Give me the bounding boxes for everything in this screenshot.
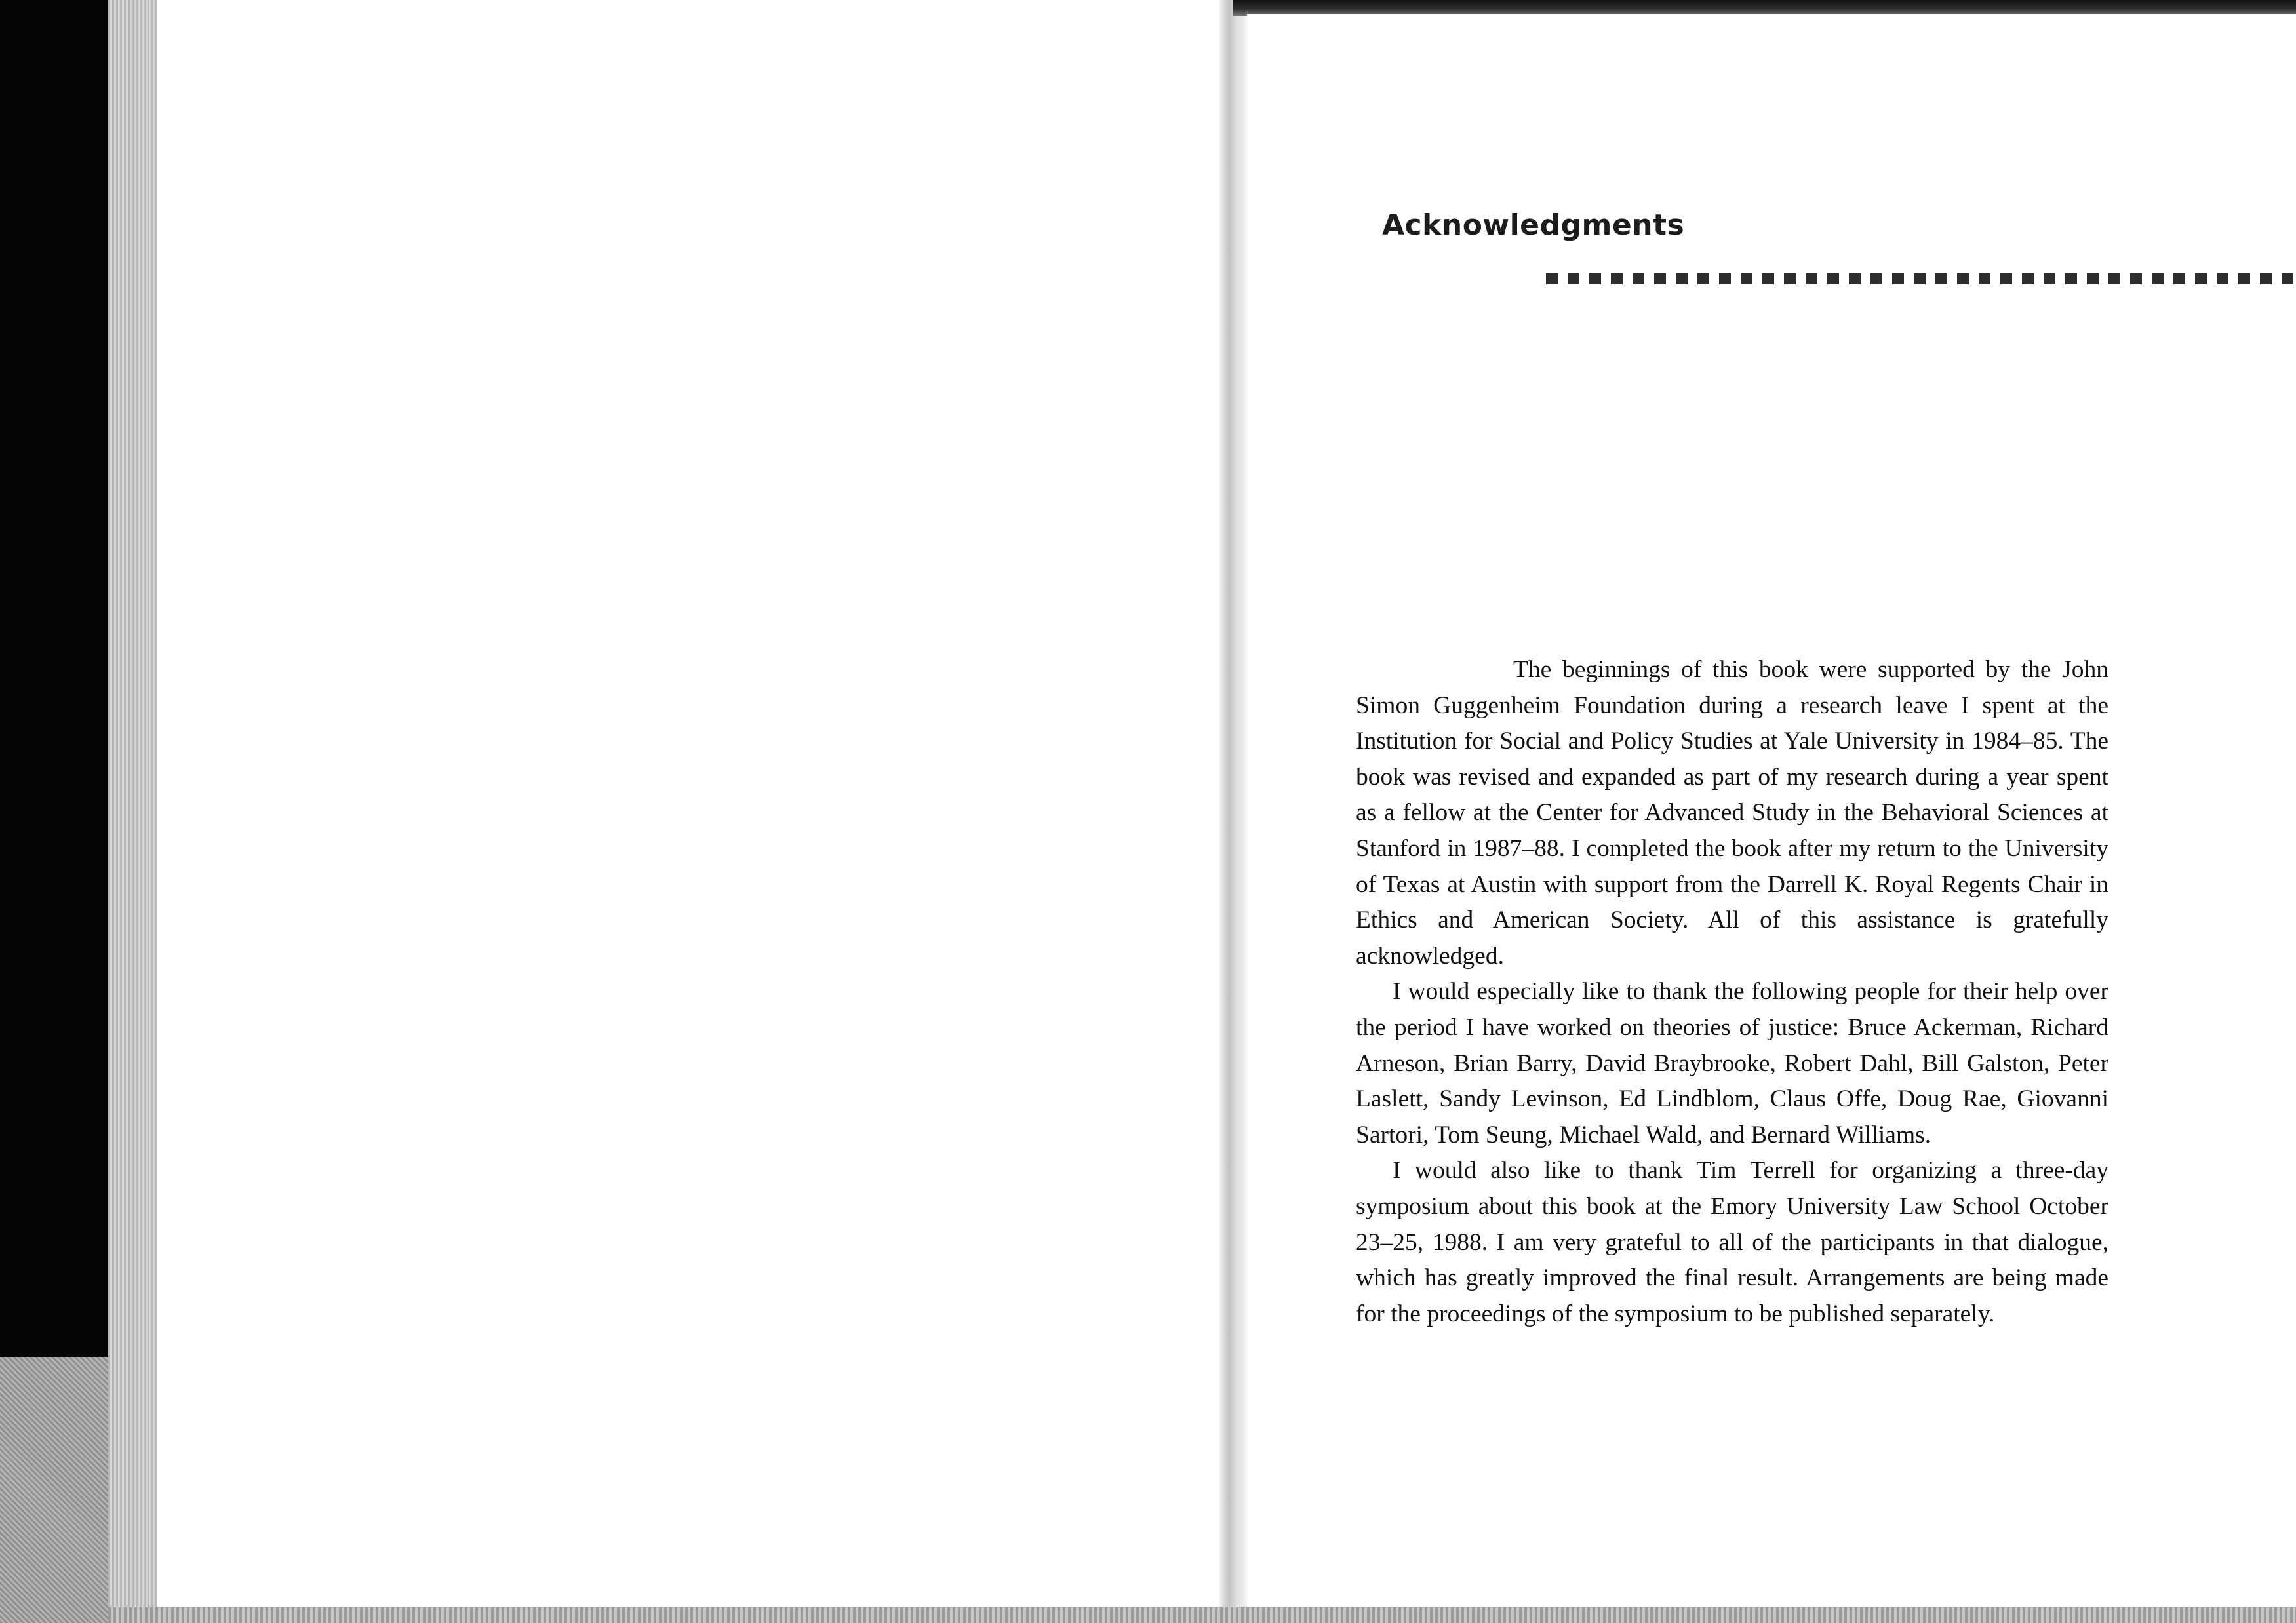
book-gutter xyxy=(1219,0,1247,1623)
acknowledgments-body xyxy=(1356,652,2108,1332)
scan-grey-band xyxy=(0,1357,108,1623)
paragraph-1: The beginnings of this book were supported by the John Simon Guggenheim Foundation during a research leave I spent at the Institution for Social and Policy Studies at Yale University in 1984–85. The book was revised and expanded as part of my research during a year spent as a fellow at the Center for Advanced Study in the Behavioral Sciences at Stanford in 1987–88. I completed the book after my return to the University of Texas at Austin with support from the Darrell K. Royal Regents Chair in Ethics and American Society. All of this assistance is gratefully acknowledged. xyxy=(1356,656,2108,969)
scan-bottom-edge xyxy=(108,1607,2296,1623)
left-page-blank xyxy=(157,0,1219,1613)
left-page-edge xyxy=(108,0,157,1623)
dotted-divider xyxy=(1546,273,2296,284)
paragraph-2: I would especially like to thank the following people for their help over the period I have worked on theories of justice: Bruce Ackerman, Richard Arneson, Brian Barry, David Braybrooke, Robert Dahl, Bill Galston, Peter Laslett, Sandy Levinson, Ed Lindblom, Claus Offe, Doug Rae, Giovanni Sartori, Tom Seung, Michael Wald, and Bernard Williams. xyxy=(1356,978,2108,1148)
scan-top-edge xyxy=(1233,0,2296,16)
page-heading: Acknowledgments xyxy=(1382,208,1685,242)
paragraph-3: I would also like to thank Tim Terrell for organizing a three-day symposium about this book at the Emory University Law School October 23–25, 1988. I am very grateful to all of the participants in that dialogue, which has greatly improved the final result. Arrangements are being made for the proceedings of the symposium to be published separately. xyxy=(1356,1157,2108,1327)
